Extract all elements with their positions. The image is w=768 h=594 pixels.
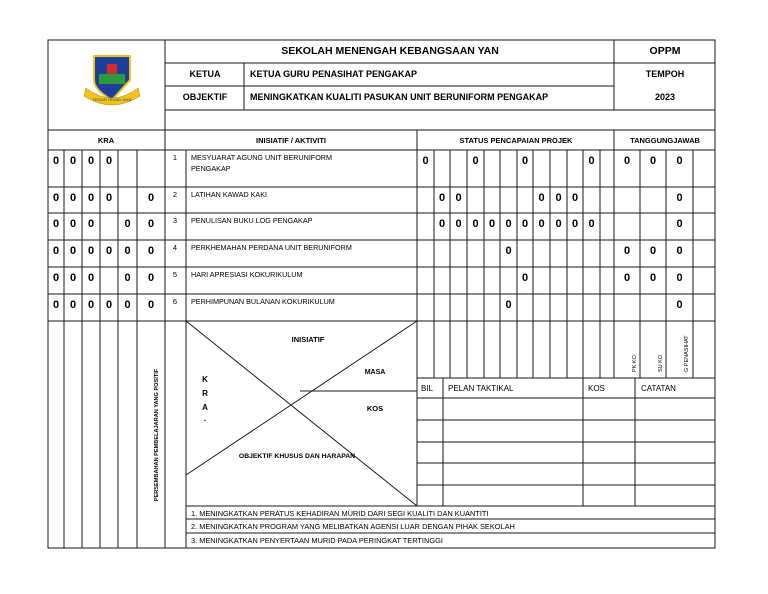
kra-mark: 0 xyxy=(69,218,77,230)
matrix-kra-letter: . xyxy=(203,414,207,423)
activity-label: PERHIMPUNAN BULANAN KOKURIKULUM xyxy=(191,297,335,306)
kra-mark: 0 xyxy=(147,218,155,230)
responsibility-mark: 0 xyxy=(676,218,683,230)
status-mark: 0 xyxy=(555,192,562,204)
responsibility-mark: 0 xyxy=(676,272,683,284)
form-code: OPPM xyxy=(649,45,681,57)
status-mark: 0 xyxy=(505,245,512,257)
status-mark: 0 xyxy=(521,272,529,284)
status-mark: 0 xyxy=(438,192,446,204)
objektif-label: OBJEKTIF xyxy=(182,92,228,102)
resp-vertical-3: G PENASIHAT xyxy=(684,335,690,372)
row-number: 3 xyxy=(172,216,178,225)
objective-item: 1. MENINGKATKAN PERATUS KEHADIRAN MURID DARI SEGI KUALITI DAN KUANTITI xyxy=(191,509,489,518)
kra-mark: 0 xyxy=(52,218,60,230)
plan-pelan: PELAN TAKTIKAL xyxy=(448,384,514,393)
activity-label: HARI APRESIASI KOKURIKULUM xyxy=(191,270,303,279)
kra-mark: 0 xyxy=(69,299,77,311)
responsibility-header: TANGGUNGJAWAB xyxy=(630,136,700,145)
year: 2023 xyxy=(654,92,676,102)
kra-mark: 0 xyxy=(105,245,113,257)
status-mark: 0 xyxy=(538,192,545,204)
kra-mark: 0 xyxy=(87,299,95,311)
status-mark: 0 xyxy=(571,192,579,204)
logo-text: TEGUH TEKAD JAYA xyxy=(92,97,132,102)
kra-mark: 0 xyxy=(124,299,131,311)
activity-label: PERKHEMAHAN PERDANA UNIT BERUNIFORM xyxy=(191,243,352,252)
status-mark: 0 xyxy=(472,155,479,167)
status-header: STATUS PENCAPAIAN PROJEK xyxy=(459,136,573,145)
responsibility-mark: 0 xyxy=(623,272,631,284)
status-mark: 0 xyxy=(588,218,595,230)
row-number: 4 xyxy=(172,243,178,252)
kra-mark: 0 xyxy=(87,272,95,284)
matrix-inisiatif: INISIATIF xyxy=(291,335,325,344)
status-mark: 0 xyxy=(588,155,595,167)
kra-mark: 0 xyxy=(52,155,60,167)
kra-mark: 0 xyxy=(87,218,95,230)
kra-mark: 0 xyxy=(105,155,113,167)
objektif-value: MENINGKATKAN KUALITI PASUKAN UNIT BERUNIFORM PENGAKAP xyxy=(250,92,549,102)
status-mark: 0 xyxy=(538,218,545,230)
kra-mark: 0 xyxy=(147,192,155,204)
plan-catatan: CATATAN xyxy=(641,384,676,393)
status-mark: 0 xyxy=(422,155,429,167)
matrix-kra-letter: A xyxy=(202,403,208,412)
activity-label: LATIHAN KAWAD KAKI xyxy=(191,190,268,199)
status-mark: 0 xyxy=(555,218,562,230)
kra-mark: 0 xyxy=(69,155,77,167)
activity-rows xyxy=(53,153,683,311)
responsibility-mark: 0 xyxy=(676,299,683,311)
ketua-value: KETUA GURU PENASIHAT PENGAKAP xyxy=(250,69,418,79)
responsibility-mark: 0 xyxy=(649,155,657,167)
kra-mark: 0 xyxy=(124,245,131,257)
matrix-objektif: OBJEKTIF KHUSUS DAN HARAPAN xyxy=(238,453,356,460)
activity-label: MESYUARAT AGUNG UNIT BERUNIFORM xyxy=(191,153,332,162)
responsibility-mark: 0 xyxy=(649,245,657,257)
kra-mark: 0 xyxy=(87,192,95,204)
status-mark: 0 xyxy=(472,218,479,230)
grid-lines xyxy=(48,40,715,548)
objective-item: 3. MENINGKATKAN PENYERTAAN MURID PADA PERINGKAT TERTINGGI xyxy=(191,536,443,545)
kra-mark: 0 xyxy=(69,272,77,284)
row-number: 5 xyxy=(172,270,178,279)
kra-mark: 0 xyxy=(124,218,131,230)
status-mark: 0 xyxy=(505,218,512,230)
initiative-header: INISIATIF / AKTIVITI xyxy=(256,136,326,145)
status-mark: 0 xyxy=(521,155,529,167)
kra-mark: 0 xyxy=(124,272,131,284)
status-mark: 0 xyxy=(571,218,579,230)
matrix-vertical-label: PERSEMBAHAN PEMBELAJARAN YANG POSITIF xyxy=(154,368,160,502)
objective-item: 2. MENINGKATKAN PROGRAM YANG MELIBATKAN AGENSI LUAR DENGAN PIHAK SEKOLAH xyxy=(191,522,515,531)
row-number: 1 xyxy=(172,153,178,162)
plan-bil: BIL xyxy=(421,384,434,393)
kra-mark: 0 xyxy=(147,245,155,257)
resp-vertical-1: PK KO xyxy=(632,355,638,372)
tempoh-label: TEMPOH xyxy=(645,69,685,79)
matrix-kos: KOS xyxy=(366,404,384,413)
resp-vertical-2: SU KO xyxy=(658,354,664,372)
responsibility-mark: 0 xyxy=(623,155,631,167)
status-mark: 0 xyxy=(438,218,446,230)
responsibility-mark: 0 xyxy=(649,272,657,284)
school-logo xyxy=(84,56,140,105)
kra-mark: 0 xyxy=(52,299,60,311)
kra-mark: 0 xyxy=(87,245,95,257)
status-mark: 0 xyxy=(455,192,462,204)
status-mark: 0 xyxy=(505,299,512,311)
kra-mark: 0 xyxy=(105,299,113,311)
responsibility-mark: 0 xyxy=(676,245,683,257)
kra-mark: 0 xyxy=(147,272,155,284)
row-number: 2 xyxy=(172,190,178,199)
kra-mark: 0 xyxy=(147,299,155,311)
ketua-label: KETUA xyxy=(189,69,221,79)
status-mark: 0 xyxy=(488,218,496,230)
kra-mark: 0 xyxy=(87,155,95,167)
activity-label: PENULISAN BUKU LOG PENGAKAP xyxy=(191,216,313,225)
matrix-kra-letter: R xyxy=(202,389,208,398)
responsibility-mark: 0 xyxy=(676,155,683,167)
kra-mark: 0 xyxy=(52,272,60,284)
activity-label: PENGAKAP xyxy=(191,164,231,173)
responsibility-mark: 0 xyxy=(623,245,631,257)
school-name: SEKOLAH MENENGAH KEBANGSAAN YAN xyxy=(281,45,499,57)
responsibility-mark: 0 xyxy=(676,192,683,204)
kra-mark: 0 xyxy=(69,192,77,204)
kra-mark: 0 xyxy=(52,192,60,204)
kra-mark: 0 xyxy=(52,245,60,257)
plan-kos: KOS xyxy=(588,384,605,393)
status-mark: 0 xyxy=(521,218,529,230)
matrix-masa: MASA xyxy=(364,369,386,376)
matrix-kra-letter: K xyxy=(202,375,208,384)
kra-mark: 0 xyxy=(69,245,77,257)
status-mark: 0 xyxy=(455,218,462,230)
row-number: 6 xyxy=(172,297,178,306)
kra-header: KRA xyxy=(97,136,115,145)
kra-mark: 0 xyxy=(105,192,113,204)
